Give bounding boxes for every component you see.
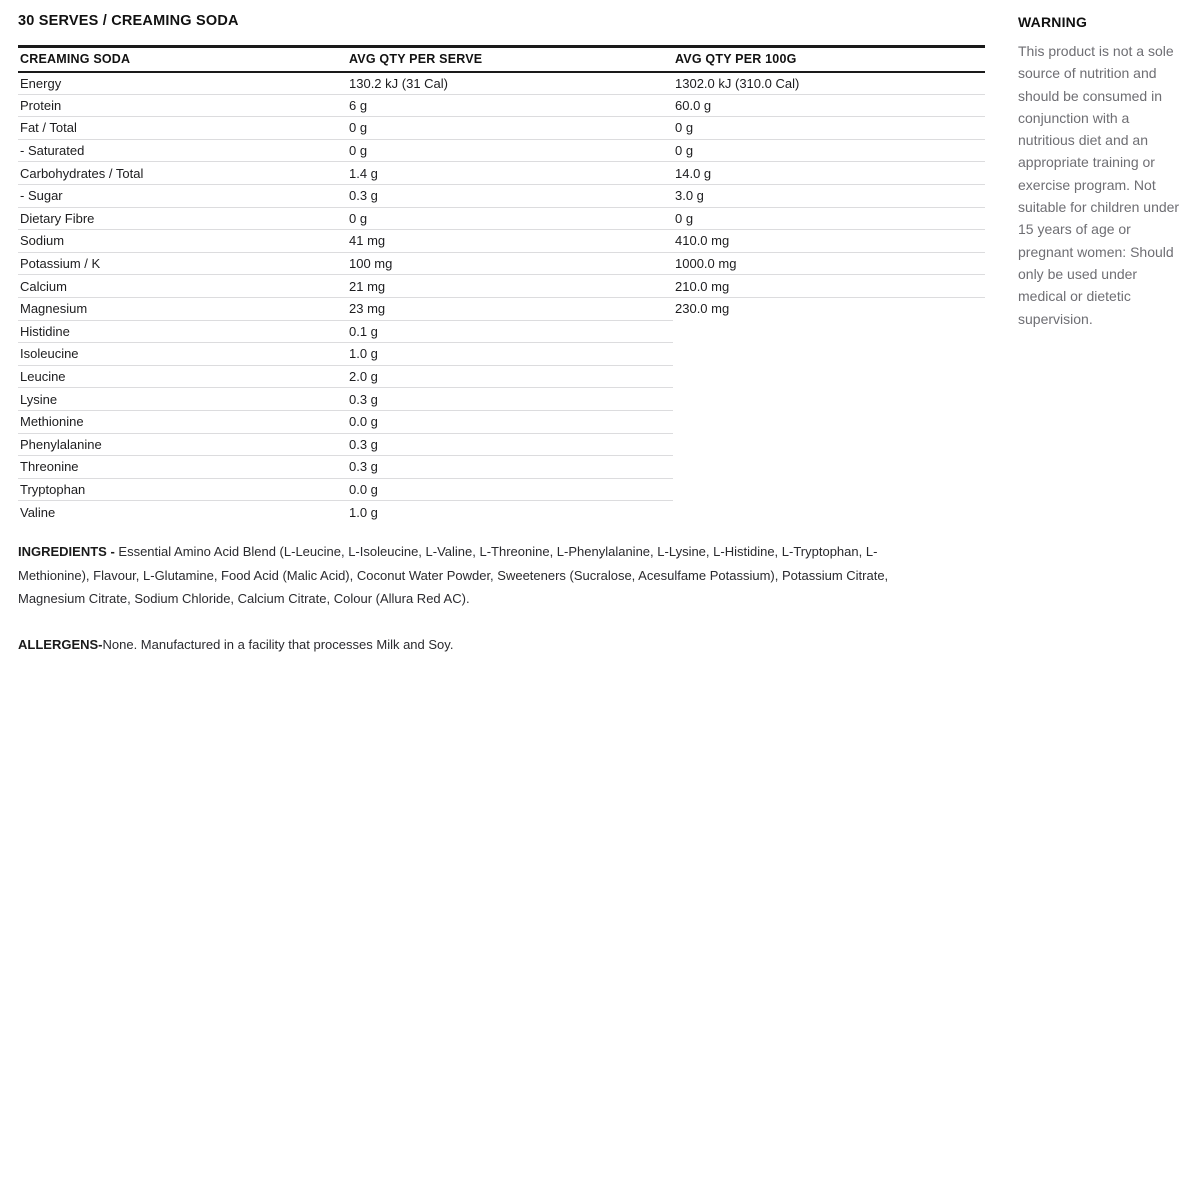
row-per-serve: 6 g	[347, 94, 673, 117]
table-row	[18, 433, 985, 456]
row-label: Isoleucine	[18, 343, 347, 366]
row-label: Leucine	[18, 365, 347, 388]
row-per-serve: 100 mg	[347, 252, 673, 275]
row-per-100g: 14.0 g	[673, 162, 985, 185]
table-row	[18, 184, 985, 207]
nutrition-table-body	[18, 72, 985, 524]
row-per-serve: 0.3 g	[347, 433, 673, 456]
row-per-100g: 410.0 mg	[673, 230, 985, 253]
row-label: Energy	[18, 72, 347, 95]
row-label: Methionine	[18, 410, 347, 433]
row-per-100g	[673, 410, 985, 433]
row-label: Tryptophan	[18, 478, 347, 501]
row-per-serve: 0 g	[347, 207, 673, 230]
row-label: Protein	[18, 94, 347, 117]
table-row	[18, 365, 985, 388]
table-header-row	[18, 47, 985, 72]
row-per-100g	[673, 433, 985, 456]
row-per-serve: 0.0 g	[347, 410, 673, 433]
row-per-serve: 0.3 g	[347, 388, 673, 411]
row-per-100g: 3.0 g	[673, 184, 985, 207]
row-per-100g: 0 g	[673, 117, 985, 140]
row-per-serve: 0 g	[347, 117, 673, 140]
table-header-per-100g: AVG QTY PER 100G	[673, 47, 985, 72]
row-per-serve: 0.3 g	[347, 184, 673, 207]
row-per-serve: 0.3 g	[347, 456, 673, 479]
nutrition-panel	[18, 13, 988, 655]
row-label: Potassium / K	[18, 252, 347, 275]
row-label: Calcium	[18, 275, 347, 298]
row-per-100g	[673, 343, 985, 366]
row-label: Dietary Fibre	[18, 207, 347, 230]
table-row	[18, 252, 985, 275]
row-label: Carbohydrates / Total	[18, 162, 347, 185]
table-row	[18, 297, 985, 320]
row-per-100g: 210.0 mg	[673, 275, 985, 298]
table-row	[18, 388, 985, 411]
row-per-serve: 1.0 g	[347, 343, 673, 366]
row-per-100g	[673, 388, 985, 411]
row-per-100g: 1000.0 mg	[673, 252, 985, 275]
table-row	[18, 139, 985, 162]
row-per-serve: 0.0 g	[347, 478, 673, 501]
row-label: Magnesium	[18, 297, 347, 320]
row-per-serve: 0.1 g	[347, 320, 673, 343]
row-per-100g: 60.0 g	[673, 94, 985, 117]
row-per-serve: 21 mg	[347, 275, 673, 298]
table-row	[18, 343, 985, 366]
table-row	[18, 456, 985, 479]
row-label: - Saturated	[18, 139, 347, 162]
ingredients-text: Essential Amino Acid Blend (L-Leucine, L-Isoleucine, L-Valine, L-Threonine, L-Phenylalanine, L-Lysine, L-Histidine, L-Tryptophan, L-Methionine), Flavour, L-Glutamine, Food Acid (Malic Acid), Coconut Water Powder, Sweeteners (Sucralose, Acesulfame Potassium), Potassium Citrate, Magnesium Citrate, Sodium Chloride, Calcium Citrate, Colour (Allura Red AC).	[18, 544, 889, 607]
nutrition-table	[18, 45, 985, 523]
table-row	[18, 117, 985, 140]
row-per-serve: 1.4 g	[347, 162, 673, 185]
row-per-100g	[673, 456, 985, 479]
table-row	[18, 94, 985, 117]
row-label: Sodium	[18, 230, 347, 253]
row-per-serve: 130.2 kJ (31 Cal)	[347, 72, 673, 95]
row-label: Histidine	[18, 320, 347, 343]
row-per-100g	[673, 501, 985, 524]
table-row	[18, 72, 985, 95]
table-row	[18, 207, 985, 230]
warning-text: This product is not a sole source of nutrition and should be consumed in conjunction with a nutritious diet and an appropriate training or exercise program. Not suitable for children under 15 years of age or pregnant women: Should only be used under medical or dietetic supervision.	[1018, 43, 1180, 327]
row-per-100g: 0 g	[673, 139, 985, 162]
row-label: Fat / Total	[18, 117, 347, 140]
table-header-product: CREAMING SODA	[18, 47, 347, 72]
table-row	[18, 320, 985, 343]
table-row	[18, 410, 985, 433]
row-label: Phenylalanine	[18, 433, 347, 456]
row-per-100g	[673, 365, 985, 388]
ingredients-paragraph	[18, 540, 934, 611]
row-per-100g: 0 g	[673, 207, 985, 230]
allergens-heading: ALLERGENS-	[18, 636, 103, 652]
table-header-per-serve: AVG QTY PER SERVE	[347, 47, 673, 72]
row-label: - Sugar	[18, 184, 347, 207]
table-row	[18, 501, 985, 524]
table-row	[18, 478, 985, 501]
row-label: Lysine	[18, 388, 347, 411]
row-label: Threonine	[18, 456, 347, 479]
row-per-100g	[673, 478, 985, 501]
row-per-100g: 230.0 mg	[675, 301, 730, 317]
row-per-serve: 23 mg	[347, 297, 673, 320]
row-per-serve: 0 g	[347, 139, 673, 162]
row-per-serve: 2.0 g	[347, 365, 673, 388]
ingredients-heading: INGREDIENTS -	[18, 544, 119, 560]
allergens-text: None. Manufactured in a facility that processes Milk and Soy.	[102, 636, 454, 652]
row-per-100g	[673, 320, 985, 343]
table-row	[18, 275, 985, 298]
row-per-serve: 1.0 g	[349, 504, 378, 520]
table-row	[18, 230, 985, 253]
warning-panel	[1018, 14, 1184, 330]
allergens-paragraph	[18, 635, 934, 655]
row-label: Valine	[20, 504, 56, 520]
page-title: 30 SERVES / CREAMING SODA	[18, 13, 239, 29]
warning-heading: WARNING	[1018, 14, 1088, 30]
row-per-100g: 1302.0 kJ (310.0 Cal)	[673, 72, 985, 95]
table-row	[18, 162, 985, 185]
row-per-serve: 41 mg	[347, 230, 673, 253]
